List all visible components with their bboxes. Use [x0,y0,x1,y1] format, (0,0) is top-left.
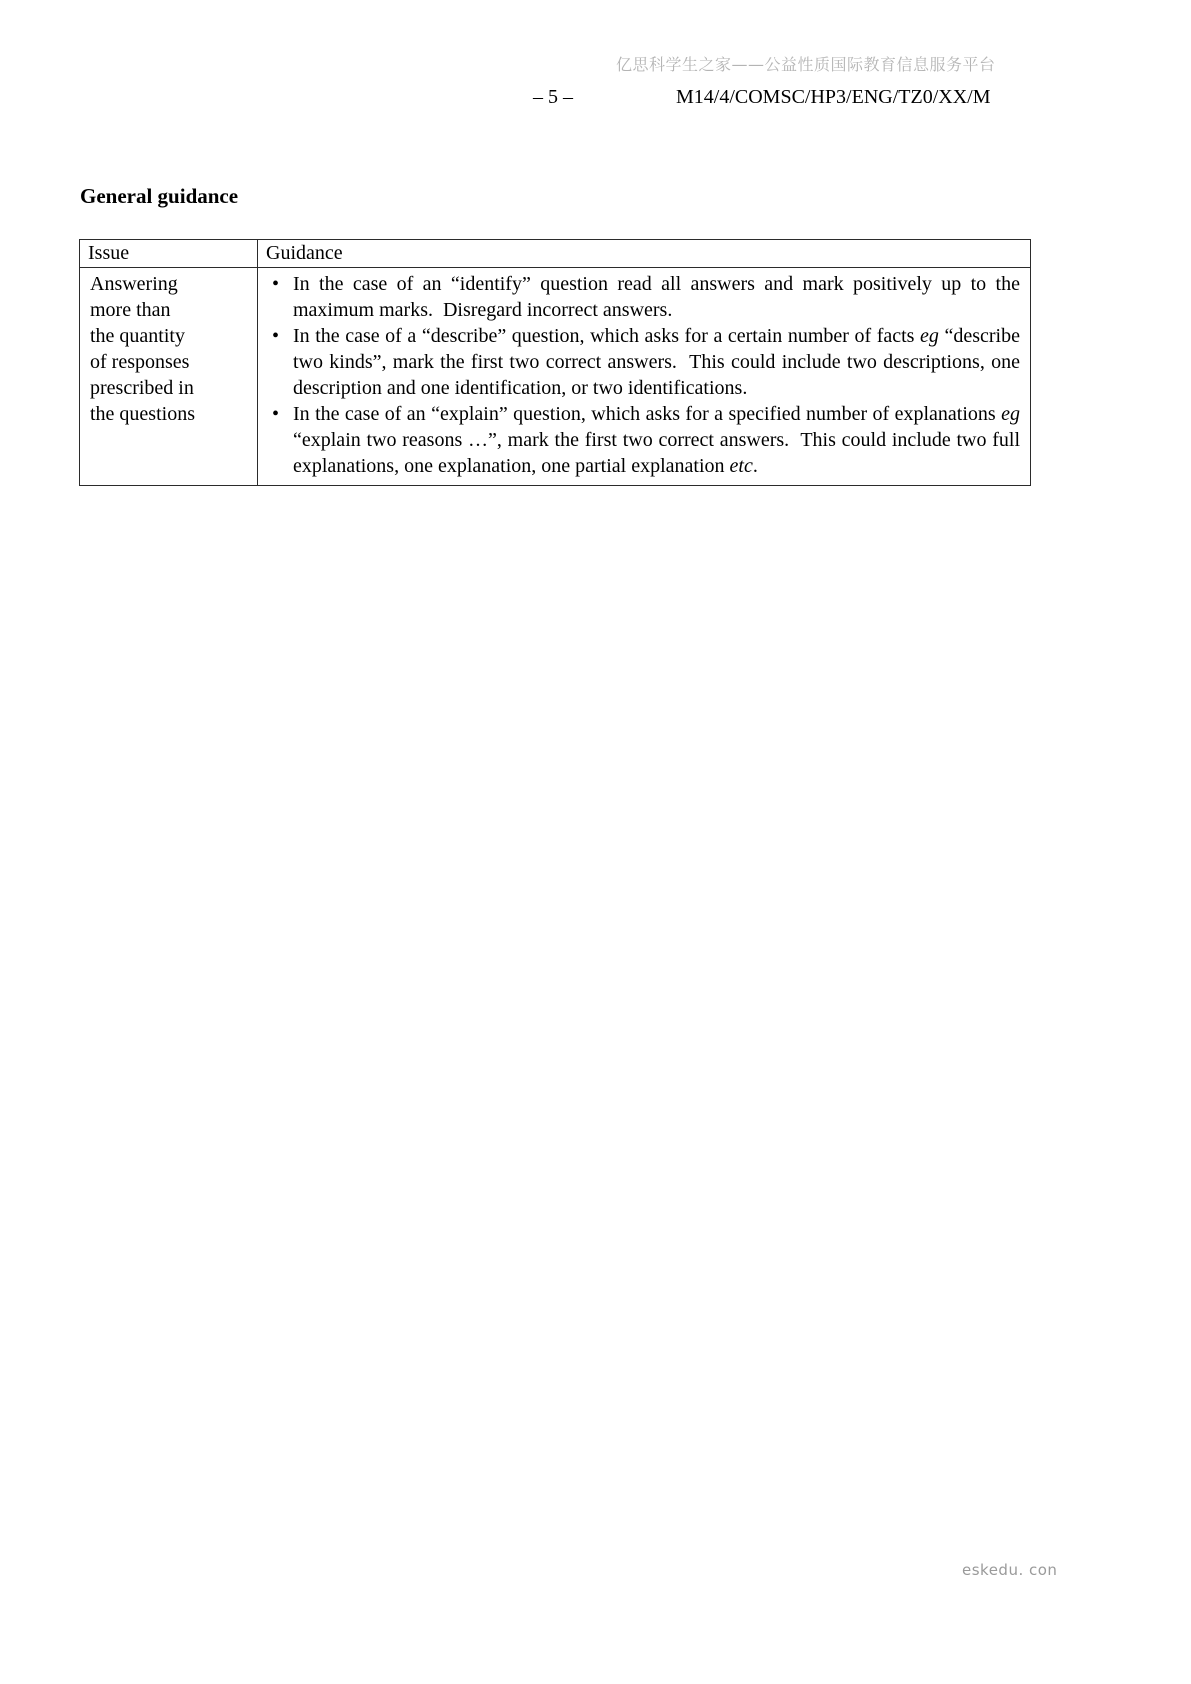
bullet-text-italic: etc [729,455,753,477]
column-header-issue: Issue [80,240,258,268]
issue-line: of responses [90,351,190,373]
table-header-row [80,240,1031,268]
site-watermark-header: 亿思科学生之家——公益性质国际教育信息服务平台 [616,55,996,74]
table-row [80,268,1031,486]
issue-cell-text [90,271,249,427]
issue-cell [80,268,258,486]
issue-line: prescribed in [90,377,194,399]
guidance-bullet-list [260,271,1020,479]
bullet-text: “explain two reasons …”, mark the first two correct answers. This could include two full explanations, one explanation, one partial explanation [293,429,1020,477]
bullet-text: In the case of a “describe” question, which asks for a certain number of facts [293,325,921,347]
guidance-bullet [293,271,1020,323]
site-watermark-footer: eskedu. con [962,1561,1058,1579]
issue-line: the quantity [90,325,185,347]
column-header-guidance: Guidance [258,240,1031,268]
bullet-text-italic: eg [1001,403,1020,425]
bullet-text: In the case of an “identify” question read all answers and mark positively up to the maximum marks. Disregard incorrect answers. [293,273,1020,321]
issue-line: more than [90,299,171,321]
section-heading: General guidance [80,184,239,208]
paper-code: M14/4/COMSC/HP3/ENG/TZ0/XX/M [676,86,991,108]
guidance-bullet [293,323,1020,401]
bullet-text: . [752,455,758,477]
guidance-bullet [293,401,1020,479]
guidance-cell [258,268,1031,486]
issue-line: the questions [90,403,195,425]
issue-line: Answering [90,273,178,295]
guidance-table [79,239,1031,486]
bullet-text: In the case of an “explain” question, which asks for a specified number of explanations [293,403,1002,425]
bullet-text: “describe two kinds”, mark the first two correct answers. This could include two descriptions, one description and one identification, or two identifications. [293,325,1020,399]
page-number: – 5 – [533,86,573,108]
bullet-text-italic: eg [920,325,939,347]
